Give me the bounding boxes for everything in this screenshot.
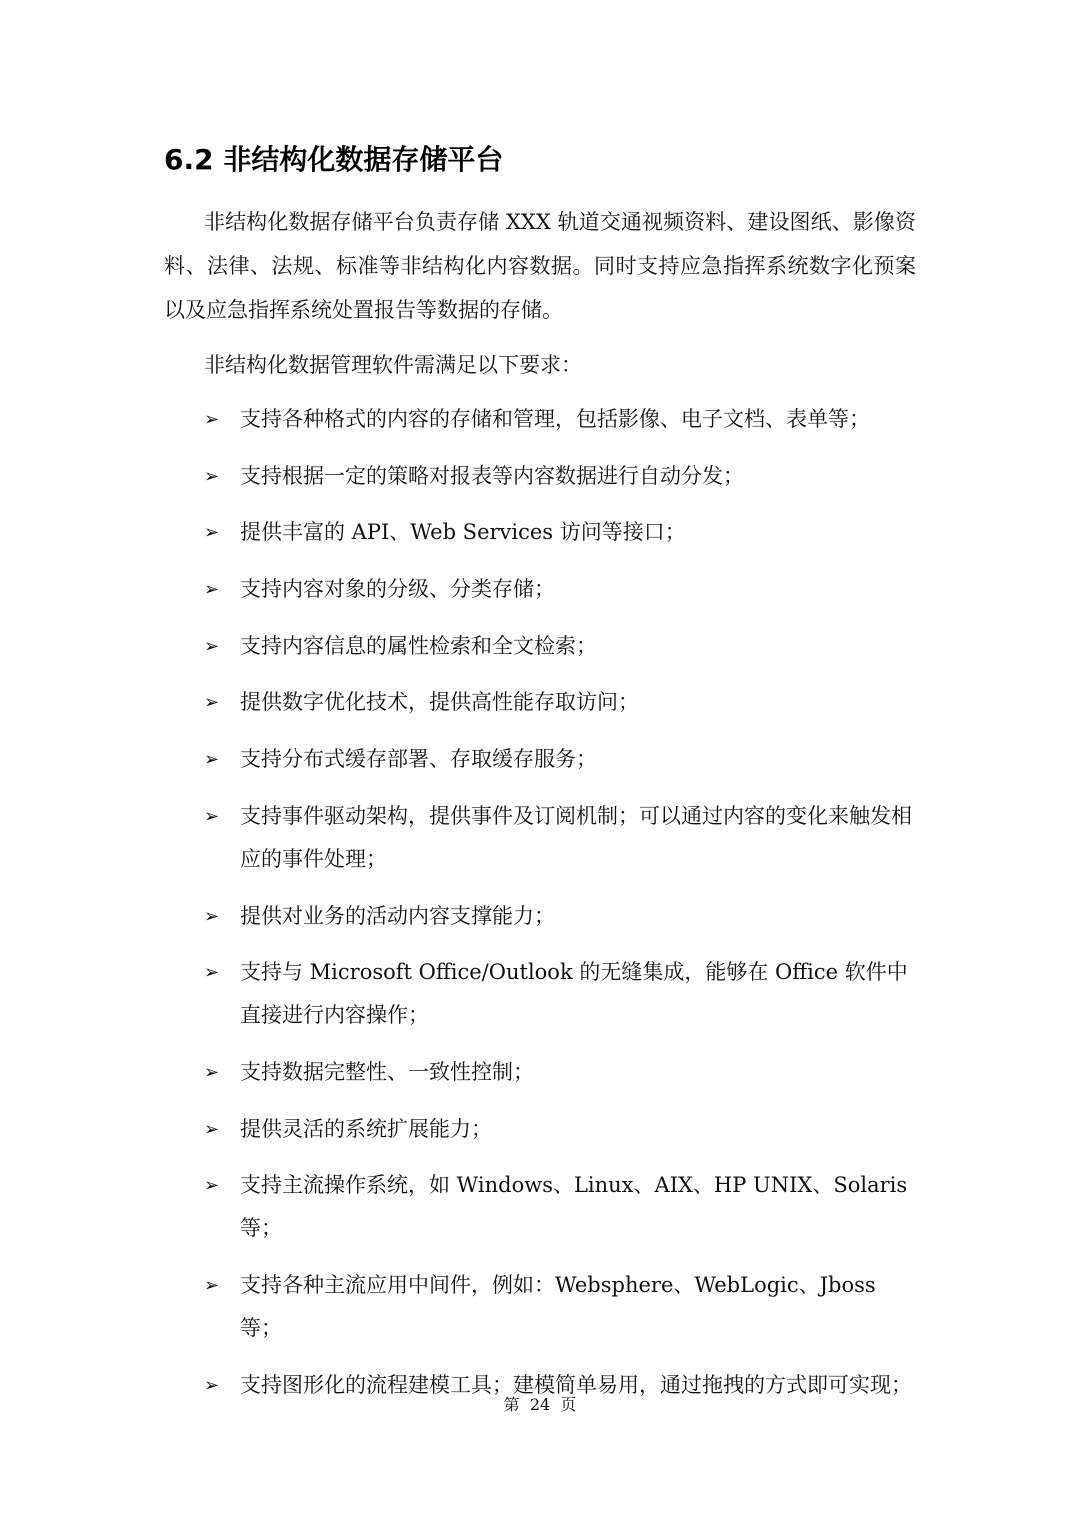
list-item-text: 支持根据一定的策略对报表等内容数据进行自动分发；: [240, 463, 744, 488]
list-item: [204, 1264, 916, 1350]
right-arrowhead-icon: ➢: [204, 635, 220, 657]
intro-paragraph: 非结构化数据存储平台负责存储 XXX 轨道交通视频资料、建设图纸、影像资料、法律、法规、标准等非结构化内容数据。同时支持应急指挥系统数字化预案以及应急指挥系统处置报告等数据的存储。: [164, 210, 916, 322]
page-number: 第 24 页: [503, 1395, 577, 1414]
right-arrowhead-icon: ➢: [204, 409, 220, 430]
list-item-text: 支持各种格式的内容的存储和管理，包括影像、电子文档、表单等；: [240, 407, 870, 431]
list-item: [204, 795, 916, 881]
right-arrowhead-icon: ➢: [204, 1274, 220, 1296]
list-item: [204, 1164, 916, 1250]
right-arrowhead-icon: ➢: [204, 522, 220, 544]
list-item-text: 支持事件驱动架构，提供事件及订阅机制；可以通过内容的变化来触发相应的事件处理；: [240, 803, 912, 871]
list-item: [204, 511, 916, 554]
list-item-text: 支持各种主流应用中间件，例如：Websphere、WebLogic、Jboss 等；: [240, 1272, 876, 1340]
list-item-text: 支持分布式缓存部署、存取缓存服务；: [240, 747, 597, 772]
list-item-text: 提供对业务的活动内容支撑能力；: [240, 903, 555, 928]
list-item: [204, 681, 916, 724]
right-arrowhead-icon: ➢: [204, 692, 220, 714]
list-item-text: 提供丰富的 API、Web Services 访问等接口；: [240, 520, 686, 545]
list-item-text: 支持主流操作系统，如 Windows、Linux、AIX、HP UNIX、Solaris 等；: [240, 1173, 908, 1241]
requirements-list: [204, 398, 916, 1420]
list-item: [204, 625, 916, 668]
right-arrowhead-icon: ➢: [204, 962, 220, 984]
list-item: [204, 895, 916, 938]
list-item: [204, 738, 916, 781]
list-item-text: 支持内容对象的分级、分类存储；: [240, 577, 555, 602]
list-item-text: 支持与 Microsoft Office/Outlook 的无缝集成，能够在 Office 软件中直接进行内容操作；: [240, 960, 908, 1028]
list-item: [204, 455, 916, 498]
right-arrowhead-icon: ➢: [204, 1118, 220, 1140]
list-item-text: 支持数据完整性、一致性控制；: [240, 1059, 534, 1084]
list-item-text: 支持内容信息的属性检索和全文检索；: [240, 633, 597, 658]
right-arrowhead-icon: ➢: [204, 579, 220, 601]
list-item-text: 提供数字优化技术，提供高性能存取访问；: [240, 690, 639, 715]
right-arrowhead-icon: ➢: [204, 1374, 220, 1396]
list-item: [204, 398, 916, 441]
list-item: [204, 1051, 916, 1094]
right-arrowhead-icon: ➢: [204, 1061, 220, 1083]
right-arrowhead-icon: ➢: [204, 905, 220, 927]
right-arrowhead-icon: ➢: [204, 1175, 220, 1197]
list-item: [204, 951, 916, 1037]
requirements-intro: 非结构化数据管理软件需满足以下要求：: [204, 353, 582, 377]
list-item-text: 支持图形化的流程建模工具；建模简单易用，通过拖拽的方式即可实现；: [240, 1372, 912, 1397]
section-heading: 6.2 非结构化数据存储平台: [164, 143, 504, 176]
right-arrowhead-icon: ➢: [204, 465, 220, 487]
list-item: [204, 568, 916, 611]
list-item-text: 提供灵活的系统扩展能力；: [240, 1116, 492, 1141]
list-item: [204, 1108, 916, 1151]
right-arrowhead-icon: ➢: [204, 749, 220, 771]
right-arrowhead-icon: ➢: [204, 805, 220, 827]
